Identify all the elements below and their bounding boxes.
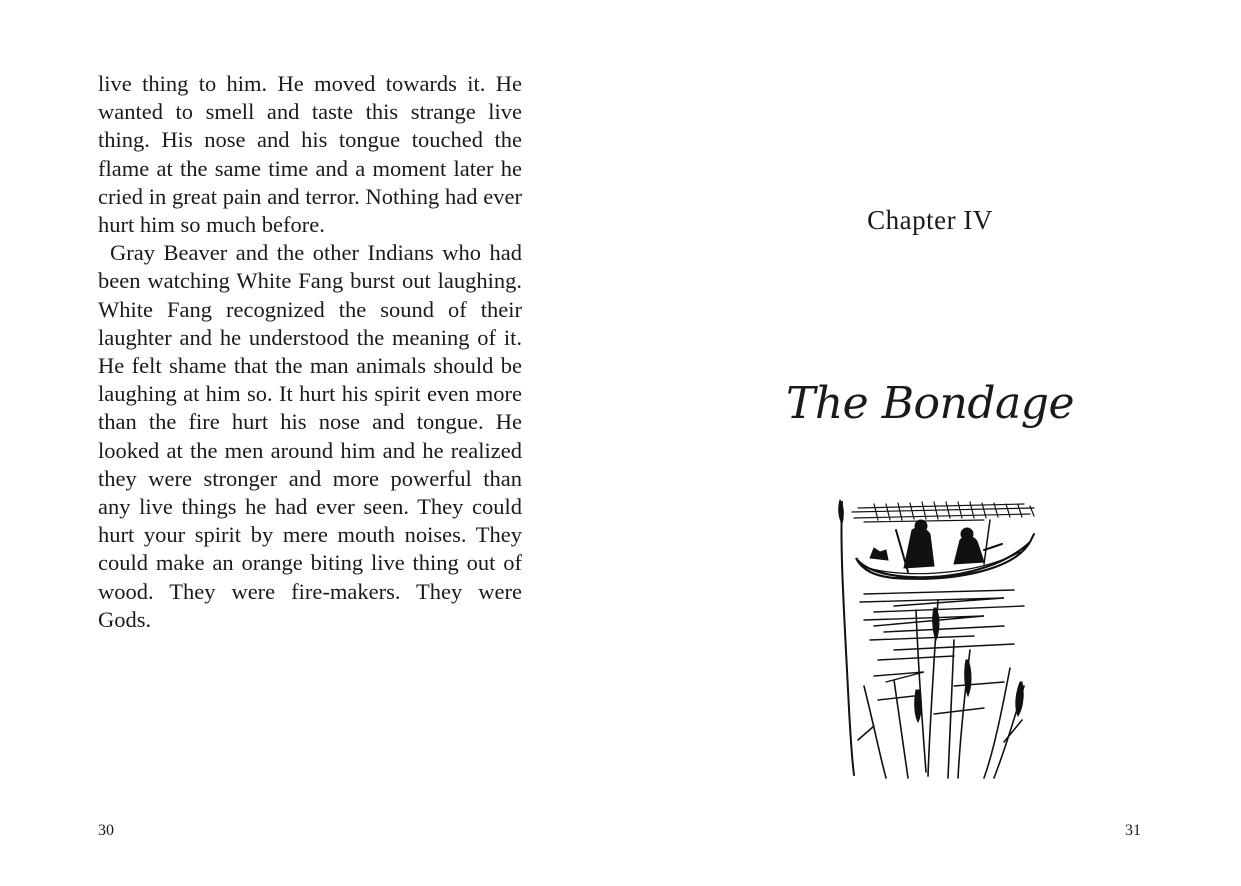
- reed-left: [841, 502, 854, 775]
- canoe: [856, 542, 1030, 579]
- paragraph-1: live thing to him. He moved towards it. He wanted to smell and taste this strange live thing. His nose and his tongue touched the flame at the same time and a moment later he cried in great pain and terror. Nothing had ever hurt him so much before.: [98, 71, 522, 238]
- figure-two: [954, 520, 1002, 564]
- figure-one: [896, 520, 934, 572]
- horizon-hatching: [852, 502, 1034, 522]
- dog: [870, 548, 888, 560]
- page-number-left: 30: [98, 822, 114, 839]
- water-lines: [860, 590, 1024, 714]
- page-number-right: 31: [1125, 822, 1141, 839]
- canoe-illustration: [834, 490, 1050, 780]
- body-text: [98, 70, 522, 634]
- chapter-label: Chapter IV: [867, 205, 993, 235]
- right-page: [620, 0, 1241, 886]
- left-page: [0, 0, 620, 886]
- paragraph-2: Gray Beaver and the other Indians who had been watching White Fang burst out laughing. White Fang recognized the sound of their laughter and he understood the meaning of it. He felt shame that the man animals should be laughing at him so. It hurt his spirit even more than the fire hurt his nose and tongue. He looked at the men around him and he realized they were stronger and more powerful than any live things he had ever seen. They could hurt your spirit by mere mouth noises. They could make an orange biting live thing out of wood. They were fire-makers. They were Gods.: [98, 240, 522, 632]
- chapter-title: The Bondage: [786, 378, 1074, 429]
